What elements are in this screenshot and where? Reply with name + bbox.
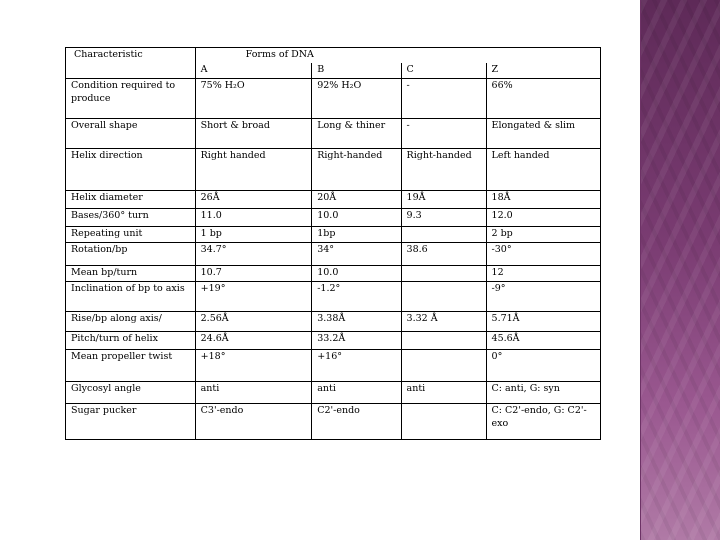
row-label: Overall shape [66, 119, 196, 149]
table-row [66, 382, 601, 404]
cell-form-c [401, 227, 486, 243]
cell-form-a: Right handed [195, 149, 312, 191]
cell-form-b: anti [312, 382, 401, 404]
cell-form-c: 38.6 [401, 243, 486, 266]
cell-form-c: 9.3 [401, 209, 486, 227]
table-row [66, 266, 601, 282]
table-row [66, 119, 601, 149]
table-row [66, 332, 601, 350]
cell-form-b: 3.38Å [312, 312, 401, 332]
row-label: Repeating unit [66, 227, 196, 243]
table-row [66, 79, 601, 119]
table-row [66, 282, 601, 312]
row-label: Pitch/turn of helix [66, 332, 196, 350]
cell-form-a: 10.7 [195, 266, 312, 282]
cell-form-c [401, 350, 486, 382]
cell-form-z: Left handed [486, 149, 600, 191]
cell-form-z: 12.0 [486, 209, 600, 227]
decorative-sidebar [641, 0, 720, 540]
row-label: Rise/bp along axis/ [66, 312, 196, 332]
row-label: Condition required to produce [66, 79, 196, 119]
cell-form-b: 1bp [312, 227, 401, 243]
cell-form-c [401, 282, 486, 312]
cell-form-c [401, 332, 486, 350]
cell-form-b: 10.0 [312, 266, 401, 282]
table-body [66, 79, 601, 440]
form-a-header: A [195, 63, 312, 79]
table-row [66, 209, 601, 227]
cell-form-z: -30° [486, 243, 600, 266]
cell-form-z: 12 [486, 266, 600, 282]
cell-form-z: 66% [486, 79, 600, 119]
cell-form-z: Elongated & slim [486, 119, 600, 149]
cell-form-c: 19Å [401, 191, 486, 209]
cell-form-a: 11.0 [195, 209, 312, 227]
cell-form-c: - [401, 79, 486, 119]
cell-form-b: C2'-endo [312, 404, 401, 440]
cell-form-b: Long & thiner [312, 119, 401, 149]
row-label: Rotation/bp [66, 243, 196, 266]
row-label: Helix diameter [66, 191, 196, 209]
cell-form-a: C3'-endo [195, 404, 312, 440]
cell-form-c [401, 266, 486, 282]
cell-form-a: +18° [195, 350, 312, 382]
dna-forms-table [65, 47, 601, 440]
table-row [66, 227, 601, 243]
cell-form-z: C: anti, G: syn [486, 382, 600, 404]
cell-form-z: 45.6Å [486, 332, 600, 350]
table-row [66, 191, 601, 209]
cell-form-a: 75% H₂O [195, 79, 312, 119]
cell-form-a: 34.7° [195, 243, 312, 266]
table-row [66, 350, 601, 382]
cell-form-c: anti [401, 382, 486, 404]
cell-form-c: Right-handed [401, 149, 486, 191]
row-label: Mean bp/turn [66, 266, 196, 282]
cell-form-b: 34° [312, 243, 401, 266]
cell-form-b: Right-handed [312, 149, 401, 191]
cell-form-z: 0° [486, 350, 600, 382]
cell-form-b: +16° [312, 350, 401, 382]
cell-form-a: 26Å [195, 191, 312, 209]
table-row [66, 149, 601, 191]
table-row [66, 404, 601, 440]
form-c-header: C [401, 63, 486, 79]
table-row [66, 243, 601, 266]
cell-form-c [401, 404, 486, 440]
forms-header: Forms of DNA [195, 48, 600, 64]
cell-form-a: Short & broad [195, 119, 312, 149]
characteristic-header: Characteristic [66, 48, 196, 79]
row-label: Mean propeller twist [66, 350, 196, 382]
form-b-header: B [312, 63, 401, 79]
row-label: Inclination of bp to axis [66, 282, 196, 312]
cell-form-b: 92% H₂O [312, 79, 401, 119]
row-label: Sugar pucker [66, 404, 196, 440]
cell-form-c: 3.32 Å [401, 312, 486, 332]
cell-form-a: +19° [195, 282, 312, 312]
cell-form-c: - [401, 119, 486, 149]
cell-form-z: C: C2'-endo, G: C2'-exo [486, 404, 600, 440]
cell-form-z: -9° [486, 282, 600, 312]
header-row [66, 48, 601, 64]
cell-form-b: -1.2° [312, 282, 401, 312]
cell-form-z: 2 bp [486, 227, 600, 243]
form-z-header: Z [486, 63, 600, 79]
cell-form-a: anti [195, 382, 312, 404]
cell-form-b: 33.2Å [312, 332, 401, 350]
row-label: Helix direction [66, 149, 196, 191]
cell-form-a: 24.6Å [195, 332, 312, 350]
row-label: Glycosyl angle [66, 382, 196, 404]
cell-form-b: 20Å [312, 191, 401, 209]
cell-form-z: 18Å [486, 191, 600, 209]
table-row [66, 312, 601, 332]
cell-form-a: 2.56Å [195, 312, 312, 332]
row-label: Bases/360° turn [66, 209, 196, 227]
cell-form-a: 1 bp [195, 227, 312, 243]
cell-form-b: 10.0 [312, 209, 401, 227]
cell-form-z: 5.71Å [486, 312, 600, 332]
